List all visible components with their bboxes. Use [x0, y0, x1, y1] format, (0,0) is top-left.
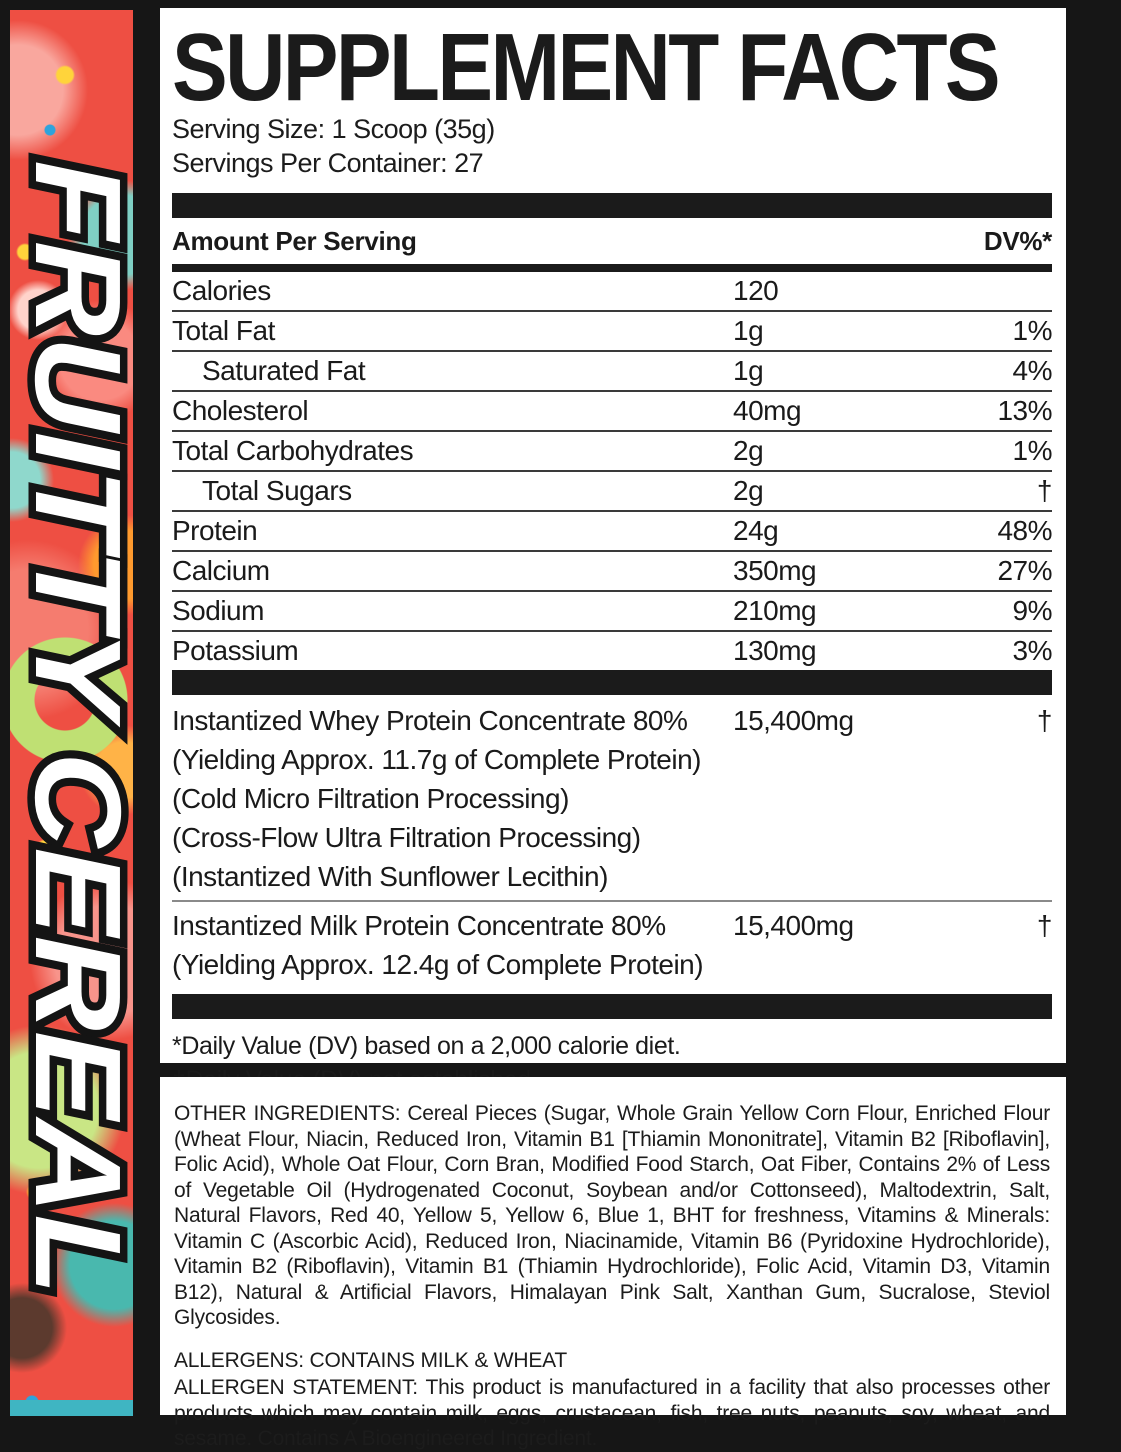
nutrition-row: [172, 432, 1052, 472]
ingredient-row: [172, 906, 1052, 945]
supplement-facts-title: [172, 14, 1052, 121]
nutrient-label: Total Sugars: [202, 475, 352, 506]
header-rule: [172, 264, 1052, 272]
nutrient-amount: 24g: [733, 515, 779, 546]
table-header-row: [172, 218, 1052, 264]
nutrient-amount: 2g: [733, 475, 764, 506]
nutrient-amount: 350mg: [733, 555, 817, 586]
sidebar-bottom-strip: [10, 1400, 133, 1416]
separator-bar: [172, 670, 1052, 695]
footnote-dv-basis: *Daily Value (DV) based on a 2,000 calorie diet.: [172, 1032, 681, 1060]
nutrient-dv: 3%: [1012, 635, 1052, 666]
nutrition-row: [172, 272, 1052, 312]
nutrient-amount: 40mg: [733, 395, 802, 426]
ingredient-dv: †: [1036, 705, 1052, 736]
nutrient-amount: 1g: [733, 355, 764, 386]
other-ingredients-panel: [160, 1077, 1066, 1450]
nutrient-dv: 13%: [997, 395, 1052, 426]
nutrient-label: Potassium: [172, 635, 299, 666]
nutrition-row: [172, 472, 1052, 512]
nutrition-row: [172, 592, 1052, 632]
supplement-facts-panel: [160, 8, 1066, 1063]
nutrition-row: [172, 352, 1052, 392]
nutrient-dv: 4%: [1012, 355, 1052, 386]
ingredient-amount: 15,400mg: [733, 705, 854, 736]
servings-per-container: Servings Per Container: 27: [172, 148, 484, 178]
allergens-text: ALLERGENS: CONTAINS MILK & WHEAT: [174, 1348, 568, 1372]
dv-header: DV%*: [983, 225, 1052, 256]
nutrient-label: Saturated Fat: [202, 355, 366, 386]
serving-size: Serving Size: 1 Scoop (35g): [172, 114, 495, 144]
amount-per-serving-header: Amount Per Serving: [172, 225, 417, 256]
separator-bar: [172, 193, 1052, 218]
nutrition-rows: [172, 272, 1052, 670]
protein-ingredient-section: [172, 695, 1052, 994]
ingredient-amount: 15,400mg: [733, 910, 854, 941]
nutrient-label: Cholesterol: [172, 395, 309, 426]
nutrient-label: Calories: [172, 275, 271, 306]
nutrition-row: [172, 312, 1052, 352]
nutrient-amount: 210mg: [733, 595, 817, 626]
nutrient-dv: 27%: [997, 555, 1052, 586]
ingredient-name: Instantized Whey Protein Concentrate 80%: [172, 705, 688, 736]
flavor-sidebar-art: [10, 10, 146, 1416]
ingredient-subline: (Cold Micro Filtration Processing): [172, 783, 569, 814]
nutrient-dv: 48%: [997, 515, 1052, 546]
nutrient-label: Total Fat: [172, 315, 275, 346]
separator-bar: [172, 994, 1052, 1019]
nutrient-label: Calcium: [172, 555, 270, 586]
other-ingredients-text: OTHER INGREDIENTS: Cereal Pieces (Sugar, Whole Grain Yellow Corn Flour, Enriched Flour (Wheat Flour, Niacin, Reduced Iron, Vitamin B1 [Thiamin Mononitrate], Vitamin B2 [Riboflavin], Folic Acid), Whole Oat Flour, Corn Bran, Modified Food Starch, Oat Fiber, Contains 2% of Less of Vegetable Oil (Hydrogenated Coconut, Soybean and/or Cottonseed), Maltodextrin, Salt, Natural Flavors, Red 40, Yellow 5, Yellow 6, Blue 1, BHT for freshness, Vitamins & Minerals: Vitamin C (Ascorbic Acid), Reduced Iron, Niacinamide, Vitamin B6 (Pyridoxine Hydrochloride), Vitamin B2 (Riboflavin), Vitamin B1 (Thiamin Hydrochloride), Folic Acid, Vitamin D3, Vitamin B12), Natural & Artificial Flavors, Himalayan Pink Salt, Xanthan Gum, Sucralose, Steviol Glycosides.: [174, 1102, 1050, 1329]
ingredient-sublines: [172, 945, 1052, 984]
nutrient-dv: †: [1036, 475, 1052, 506]
ingredient-row: [172, 701, 1052, 740]
ingredient-subline: (Yielding Approx. 12.4g of Complete Protein): [172, 949, 704, 980]
ingredient-dv: †: [1036, 910, 1052, 941]
nutrient-amount: 2g: [733, 435, 764, 466]
nutrition-row: [172, 392, 1052, 432]
nutrient-amount: 120: [733, 275, 779, 306]
nutrition-row: [172, 552, 1052, 592]
nutrient-dv: 1%: [1012, 435, 1052, 466]
ingredient-subline: (Cross-Flow Ultra Filtration Processing): [172, 822, 641, 853]
ingredient-name: Instantized Milk Protein Concentrate 80%: [172, 910, 666, 941]
nutrient-label: Total Carbohydrates: [172, 435, 414, 466]
nutrient-amount: 130mg: [733, 635, 817, 666]
nutrient-label: Protein: [172, 515, 258, 546]
nutrient-label: Sodium: [172, 595, 264, 626]
ingredient-sublines: [172, 740, 1052, 896]
supplement-facts-title-text: SUPPLEMENT FACTS: [172, 14, 998, 121]
nutrient-dv: 9%: [1012, 595, 1052, 626]
allergen-statement-text: ALLERGEN STATEMENT: This product is manufactured in a facility that also processes other products which may contain milk, eggs, crustacean, fish, tree nuts, peanuts, soy, wheat, and sesame. Contains A Bioengineered Ingredient.: [174, 1376, 1050, 1450]
nutrient-amount: 1g: [733, 315, 764, 346]
flavor-sidebar: [10, 10, 146, 1416]
nutrition-row: [172, 632, 1052, 670]
flavor-vertical-text: FRUITTY CEREAL: [10, 160, 146, 1209]
ingredient-divider: [172, 900, 1052, 902]
ingredient-subline: (Instantized With Sunflower Lecithin): [172, 861, 608, 892]
nutrition-row: [172, 512, 1052, 552]
ingredient-subline: (Yielding Approx. 11.7g of Complete Protein): [172, 744, 701, 775]
nutrient-dv: 1%: [1012, 315, 1052, 346]
